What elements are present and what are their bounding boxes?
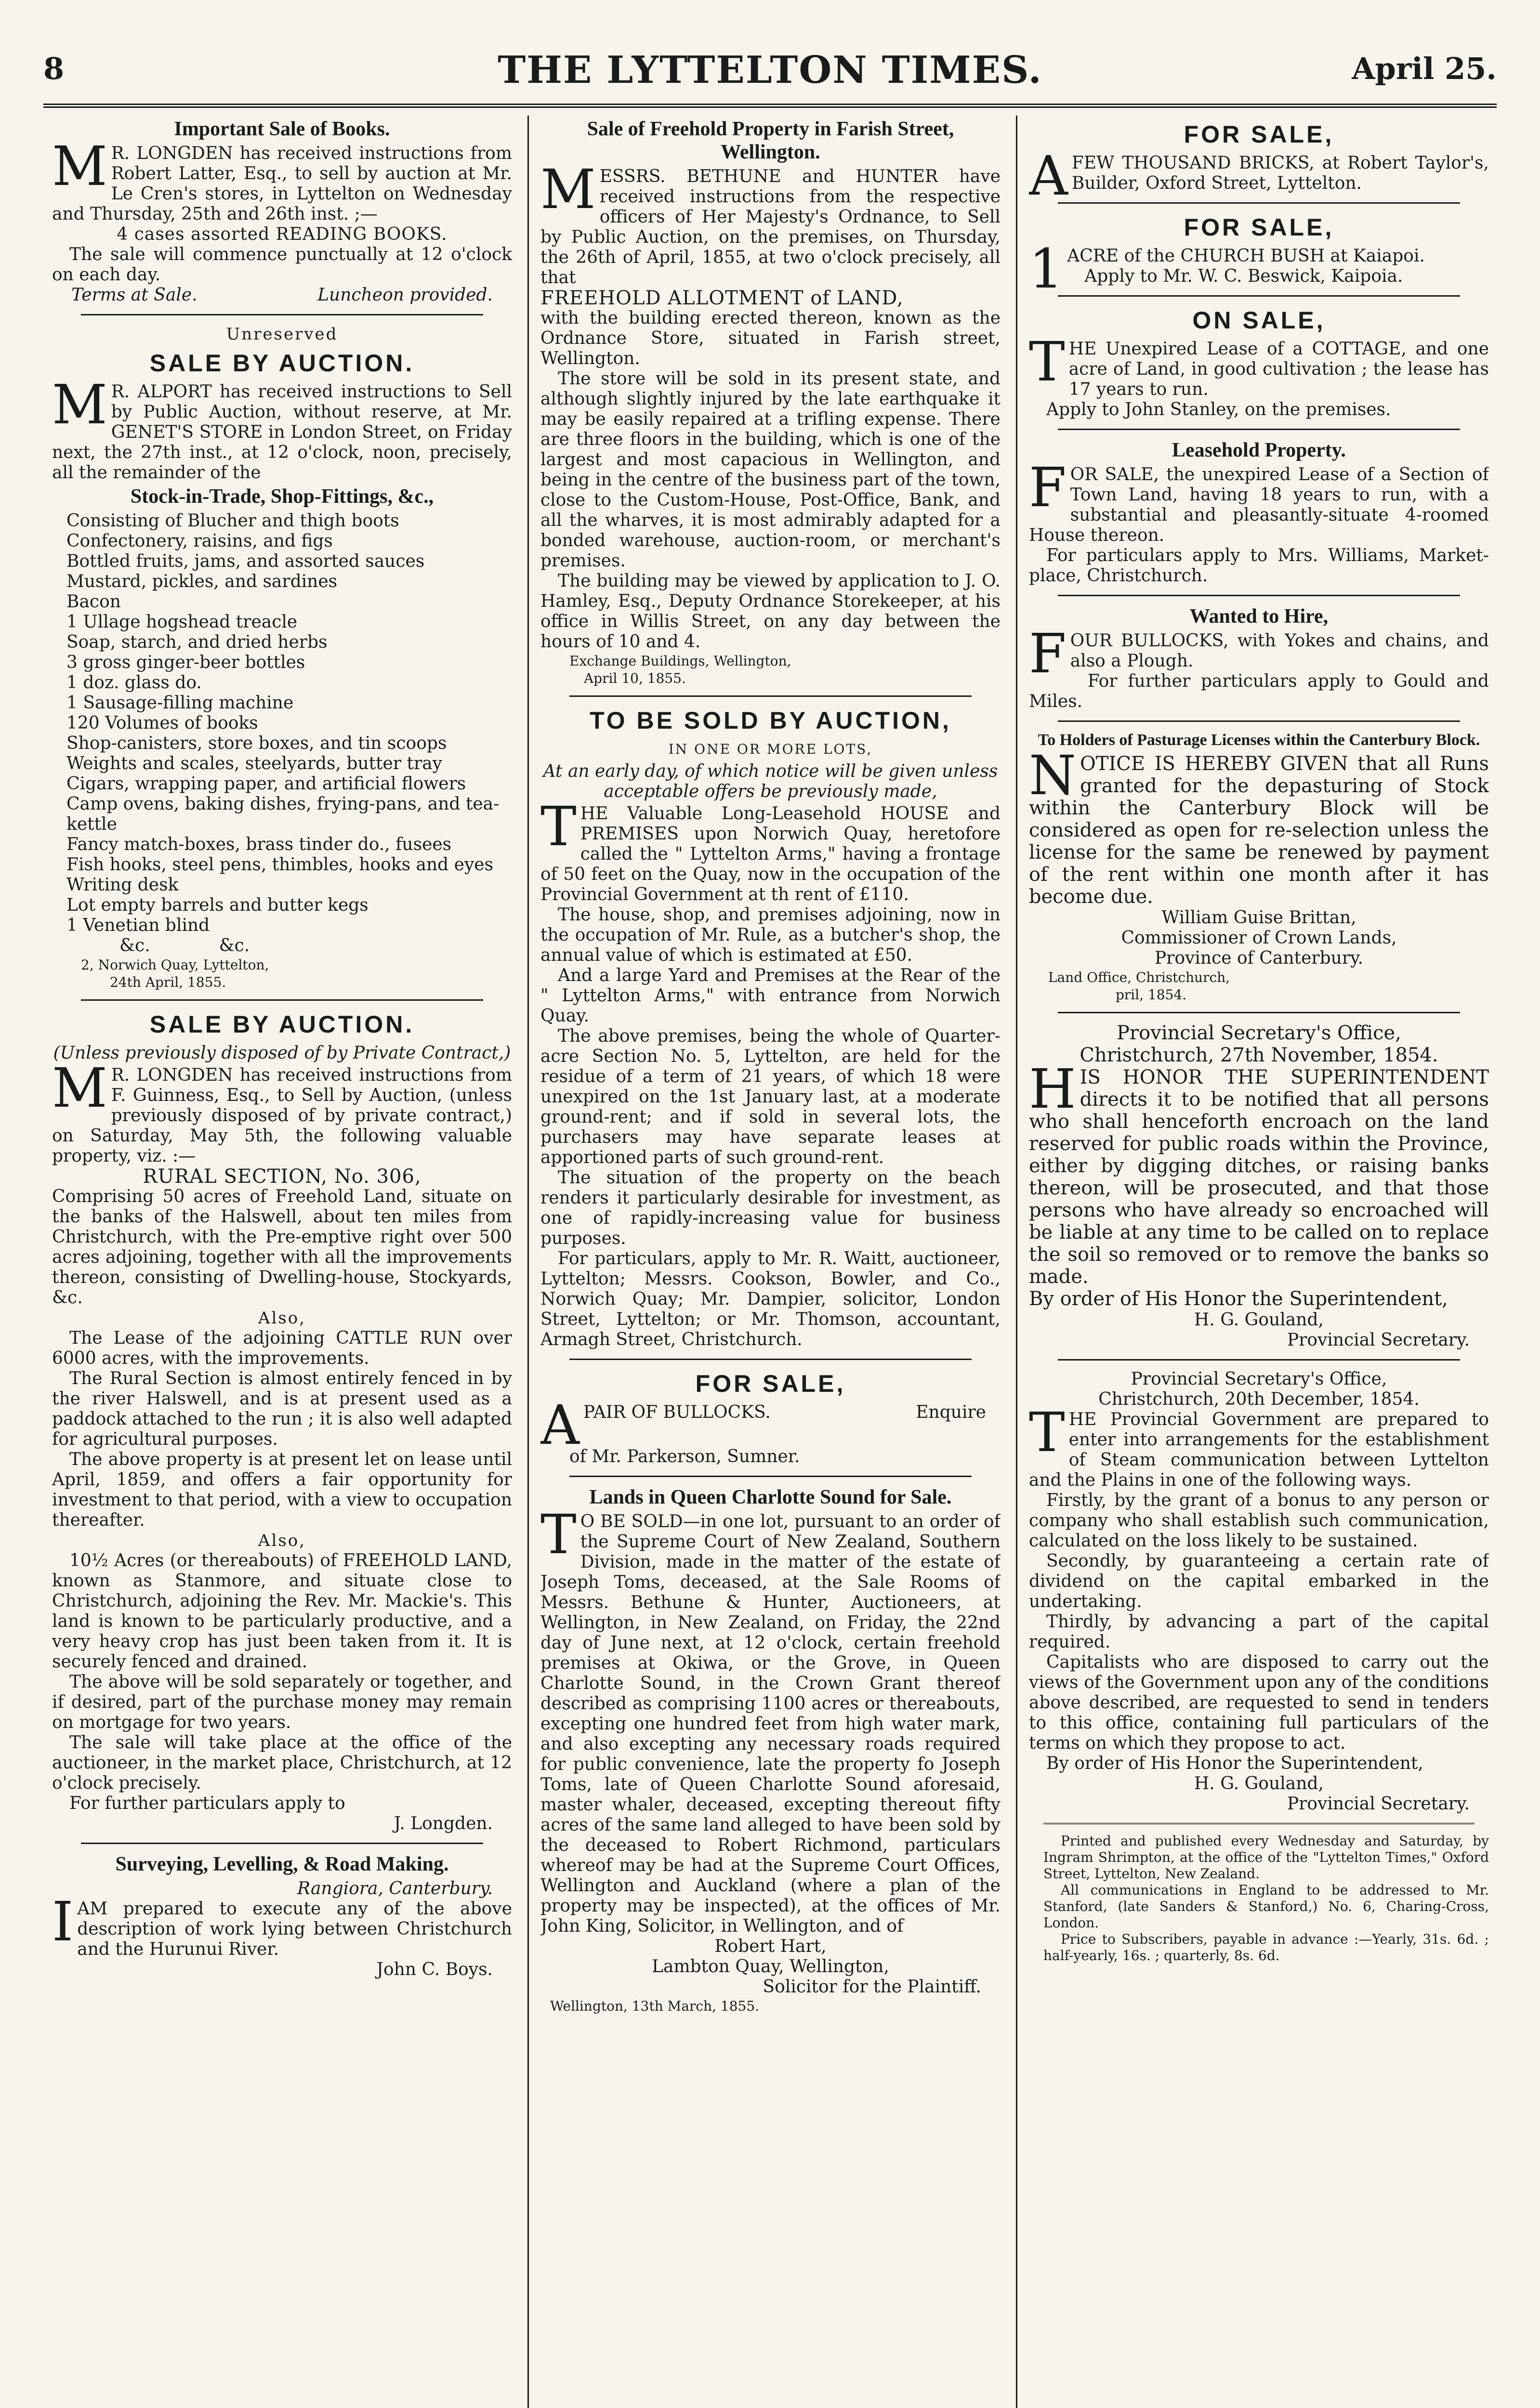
ad-title: ON SALE, [1192,307,1326,334]
ad-signature: Provincial Secretary. [1287,1330,1470,1350]
imprint-printed: Printed and published every Wednesday and Saturday, by Ingram Shrimpton, at the office of the "Lyttelton Times," Oxford Street, Lyttelton, New Zealand. [1043,1833,1489,1882]
ad-item: 4 cases assorted READING BOOKS. [117,224,448,244]
also-text: Also, [258,1309,306,1328]
imprint [1029,1833,1489,1964]
list-item: Camp ovens, baking dishes, frying-pans, and tea-kettle [66,794,500,834]
ad-signature: John C. Boys. [376,1960,493,1979]
list-item: 120 Volumes of books [66,713,258,733]
ad-text: Secondly, by guaranteeing a certain rate of dividend on the capital embarked in the undertaking. [1029,1551,1489,1611]
ad-allotment: FREEHOLD ALLOTMENT of LAND, [540,287,904,309]
ad-title: Lands in Queen Charlotte Sound for Sale. [589,1486,952,1508]
ad-body: MR. LONGDEN has received instructions from Robert Latter, Esq., to sell by auction at Mr. Le Cren's stores, in Lyttelton on Wednesday and Thursday, 25th and 26th inst. ;— [52,135,512,224]
separator [569,1359,972,1360]
ad-church-bush [1029,212,1489,301]
ad-title: SALE BY AUCTION. [149,1011,415,1038]
ad-text: The sale will take place at the office of the auctioneer, in the market place, Christchurch, at 12 o'clock precisely. [52,1733,512,1793]
notice-pasturage [1029,731,1489,1003]
ad-text: The Lease of the adjoining CATTLE RUN over 6000 acres, with the improvements. [52,1328,512,1368]
ad-text: Thirdly, by advancing a part of the capital required. [1029,1612,1489,1652]
masthead [43,48,1497,101]
ad-text: of Mr. Parkerson, Sumner. [569,1447,800,1466]
also-text: Also, [258,1531,306,1550]
ad-date: 24th April, 1855. [110,974,226,990]
ad-bullocks [540,1369,1000,1467]
ad-body: MR. LONGDEN has received instructions from F. Guinness, Esq., to Sell by Auction, (unless previously disposed of by private contract,) on Saturday, May 5th, the following valuable property, viz. :— [52,1057,512,1166]
ad-address: Exchange Buildings, Wellington, [569,653,791,669]
ad-address: 2, Norwich Quay, Lyttelton, [81,957,269,973]
ad-title: FOR SALE, [695,1370,846,1397]
ad-books [52,118,512,305]
list-item: Bottled fruits, jams, and assorted sauces [66,551,425,571]
ad-text: The above property is at present let on lease until April, 1859, and offers a fair opportunity for investment to that period, with a view to occupation thereafter. [52,1450,512,1530]
ad-heading: Stock-in-Trade, Shop-Fittings, &c., [130,485,434,508]
separator [569,695,972,697]
ad-note: At an early day, of which notice will be given unless acceptable offers be previously made, [543,761,998,801]
ad-text: For particulars, apply to Mr. R. Waitt, auctioneer, Lyttelton; Messrs. Cookson, Bowler, and Co., Norwich Quay; Mr. Dampier, solicitor, London Street, Lyttelton; or Mr. Thomson, accountant, Armagh Street, Christchurch. [540,1249,1000,1349]
ad-queen-charlotte [540,1486,1000,2015]
ad-body: APAIR OF BULLOCKS. [540,1394,771,1457]
ad-subtitle: Unreserved [226,325,338,344]
column-3 [1029,116,1489,2408]
ad-signature: Commissioner of Crown Lands, [1121,928,1397,948]
ad-text: The house, shop, and premises adjoining, now in the occupation of Mr. Rule, as a butcher's shop, the annual value of which is estimated at £50. [540,905,1000,965]
ad-title: FOR SALE, [1184,121,1334,148]
ad-title: TO BE SOLD BY AUCTION, [590,707,951,734]
stock-list [52,511,512,956]
ad-signature: Robert Hart, [714,1937,827,1956]
separator [1058,1012,1460,1013]
ad-office: Land Office, Christchurch, [1048,969,1230,985]
column-1 [52,116,512,2408]
ad-office: Provincial Secretary's Office, [1117,1022,1401,1044]
ad-cottage [1029,305,1489,420]
separator [1058,1359,1460,1361]
separator [81,999,483,1001]
ad-body: NOTICE IS HEREBY GIVEN that all Runs granted for the depasturing of Stock within the Canterbury Block will be considered as open for re-selection unless the license for the same be renewed by payment of the rent within one month after it has become due. [1029,745,1489,908]
ad-freehold [540,118,1000,687]
ad-date: Christchurch, 20th December, 1854. [1098,1389,1420,1409]
ad-text: By order of His Honor the Superintendent, [1046,1754,1423,1773]
column-2 [540,116,1000,2408]
ad-text: with the building erected thereon, known as the Ordnance Store, situated in Farish street, Wellington. [540,308,1000,368]
ad-auction-longden [52,1009,512,1834]
ad-wanted-hire [1029,605,1489,712]
column-divider [527,116,529,2408]
ad-body: THE Unexpired Lease of a COTTAGE, and one acre of Land, in good cultivation ; the lease has 17 years to run. [1029,331,1489,399]
list-item: 1 Sausage-filling machine [66,693,294,713]
ad-title: FOR SALE, [1184,214,1334,241]
ad-place: Rangiora, Canterbury. [297,1879,493,1898]
list-item: Lot empty barrels and butter kegs [66,895,369,915]
list-item: Writing desk [66,875,179,895]
ad-text: The above will be sold separately or together, and if desired, part of the purchase money may remain on mortgage for two years. [52,1672,512,1732]
ad-text: Apply to Mr. W. C. Beswick, Kaipoia. [1084,266,1403,286]
ad-text: Capitalists who are disposed to carry out the views of the Government upon any of the conditions above described, are requested to send in tenders to this office, containing full particulars of the terms on which they propose to act. [1029,1652,1489,1753]
ad-text: For further particulars apply to [69,1793,345,1813]
column-divider [1016,116,1017,2408]
ad-signature: William Guise Brittan, [1161,908,1356,928]
ad-signature: J. Longden. [394,1814,493,1833]
ad-text: For particulars apply to Mrs. Williams, Market-place, Christchurch. [1029,546,1489,586]
notice-roads [1029,1022,1489,1350]
ad-date: Wellington, 13th March, 1855. [550,1998,760,2014]
ad-text: Firstly, by the grant of a bonus to any person or company who shall establish such communication, calculated on the loss likely to be sustained. [1029,1491,1489,1551]
ad-text: The sale will commence punctually at 12 o'clock on each day. [52,245,512,285]
ad-section: RURAL SECTION, No. 306, [143,1165,421,1188]
list-item: 1 Venetian blind [66,916,210,935]
ad-title: To Holders of Pasturage Licenses within the Canterbury Block. [1038,731,1480,749]
ad-title: SALE BY AUCTION. [149,350,415,377]
ad-body: IAM prepared to execute any of the above description of work lying between Christchurch and the Hurunui River. [52,1891,512,1959]
list-item: Confectonery, raisins, and figs [66,531,333,551]
terms-text: Terms at Sale. [71,285,197,305]
list-item: Mustard, pickles, and sardines [66,572,338,591]
ad-title: Surveying, Levelling, & Road Making. [115,1853,449,1875]
header-rule [43,104,1497,108]
ad-surveying [52,1853,512,1980]
ad-text: By order of His Honor the Superintendent, [1029,1288,1448,1310]
ad-text: Apply to John Stanley, on the premises. [1046,400,1391,419]
ad-body: TO BE SOLD—in one lot, pursuant to an order of the Supreme Court of New Zealand, Southern Division, made in the matter of the estate of Joseph Toms, deceased, at the Sale Rooms of Messrs. Bethune & Hunter, Auctioneers, at Wellington, in New Zealand, on Friday, the 22nd day of June next, at 12 o'clock, certain freehold premises at Okiwa, or the Grove, in Queen Charlotte Sound, in the Crown Grant thereof described as comprising 1100 acres or thereabouts, excepting one hundred feet from high water mark, and also excepting any necessary roads required for public convenience, late the property fo Joseph Toms, late of Queen Charlotte Sound aforesaid, master whaler, deceased, excepting thereout fifty acres of the same land alleged to have been sold by the deceased to Robert Richmond, particulars whereof may be had at the Supreme Court Offices, Wellington and Auckland (where a plan of the property may be inspected), at the offices of Mr. John King, Solicitor, in Wellington, and of [540,1504,1000,1936]
separator [1058,429,1460,430]
list-item: Soap, starch, and dried herbs [66,632,328,652]
ad-date: Christchurch, 27th November, 1854. [1079,1044,1438,1066]
ad-body: MR. ALPORT has received instructions to Sell by Public Auction, without reserve, at Mr. GENET'S STORE in London Street, on Friday next, the 27th inst., at 12 o'clock, noon, precisely, all the remainder of the [52,374,512,483]
ad-text: For further particulars apply to Gould and Miles. [1029,671,1489,711]
ad-title: Leasehold Property. [1172,439,1346,461]
ad-auction-alport [52,324,512,991]
ad-signature: H. G. Gouland, [1194,1310,1324,1330]
ad-date: April 10, 1855. [584,670,686,686]
ad-date: pril, 1854. [1116,987,1187,1003]
imprint-communications: All communications in England to be addressed to Mr. Stanford, (late Sanders & Stanford,) No. 6, Charing-Cross, London. [1043,1882,1489,1931]
separator [81,1843,483,1844]
ad-text: The above premises, being the whole of Quarter-acre Section No. 5, Lyttelton, are held for the residue of a term of 21 years, of which 18 were unexpired on the 1st January last, at a moderate ground-rent; and if sold in several lots, the purchasers may have separate leases at apportioned parts of such ground-rent. [540,1026,1000,1167]
notice-steam [1029,1369,1489,1814]
ad-title: Important Sale of Books. [174,118,390,140]
ad-lyttelton-arms [540,706,1000,1350]
ad-body: THE Valuable Long-Leasehold HOUSE and PREMISES upon Norwich Quay, heretofore called the " Lyttelton Arms," having a frontage of 50 feet on the Quay, now in the occupation of the Provincial Government at th rent of £110. [540,796,1000,904]
page-number: 8 [43,51,65,86]
ad-body: THE Provincial Government are prepared to enter into arrangements for the establishment of Steam communication between Lyttelton and the Plains in one of the following ways. [1029,1401,1489,1490]
ad-body: HIS HONOR THE SUPERINTENDENT directs it to be notified that all persons who shall henceforth encroach on the land reserved for public roads within the Province, either by digging ditches, or raising banks thereon, will be prosecuted, and that those persons who have already so encroached will be liable at any time to be called on to replace the soil so removed or to remove the banks so made. [1029,1058,1489,1288]
ad-office: Provincial Secretary's Office, [1131,1369,1387,1389]
ad-signature: Provincial Secretary. [1287,1794,1470,1814]
list-item: Shop-canisters, store boxes, and tin scoops [66,733,447,753]
separator [81,314,483,315]
list-item: 3 gross ginger-beer bottles [66,653,305,672]
ad-title: Sale of Freehold Property in Farish Street, Wellington. [587,118,954,163]
list-item: Bacon [66,592,121,612]
separator [1058,595,1460,596]
ad-body: AFEW THOUSAND BRICKS, at Robert Taylor's, Builder, Oxford Street, Lyttelton. [1029,145,1489,208]
ad-leasehold [1029,439,1489,586]
newspaper-title: THE LYTTELTON TIMES. [498,48,1042,92]
ad-signature: Lambton Quay, Wellington, [652,1957,889,1976]
separator [1043,1823,1474,1824]
ad-signature: Solicitor for the Plaintiff. [763,1977,981,1997]
ad-body: FOR SALE, the unexpired Lease of a Section of Town Land, having 18 years to run, with a substantial and pleasantly-situate 4-roomed House thereon. [1029,457,1489,545]
ad-subtitle: IN ONE OR MORE LOTS, [668,741,873,757]
ad-text: The Rural Section is almost entirely fenced in by the river Halswell, and is at present used as a paddock attached to the run ; it is also well adapted for agricultural purposes. [52,1369,512,1449]
ad-text: Comprising 50 acres of Freehold Land, situate on the banks of the Halswell, about ten miles from Christchurch, with the Pre-emptive right over 500 acres adjoining, together with all the improvements thereon, consisting of Dwelling-house, Stockyards, &c. [52,1187,512,1308]
list-item: Cigars, wrapping paper, and artificial flowers [66,774,466,794]
ad-title: Wanted to Hire, [1189,605,1329,628]
list-item: Fish hooks, steel pens, thimbles, hooks and eyes [66,855,494,875]
etc-text: &c. [219,936,250,955]
ad-text: The situation of the property on the beach renders it particularly desirable for investment, as one of rapidly-increasing value for business purposes. [540,1168,1000,1248]
list-item: Fancy match-boxes, brass tinder do., fusees [66,835,452,854]
ad-body: FOUR BULLOCKS, with Yokes and chains, and also a Plough. [1029,623,1489,685]
etc-text: &c. [119,936,150,955]
separator [1058,295,1460,297]
ad-text: The store will be sold in its present state, and although slightly injured by the late earthquake it may be easily repaired at a trifling expense. There are three floors in the building, which is one of the largest and most capacious in Wellington, and being in the centre of the business part of the town, close to the Custom-House, Post-Office, Bank, and all the wharves, it is most admirably adapted for a bonded warehouse, auction-room, or merchant's premises. [540,369,1000,571]
list-item: Weights and scales, steelyards, butter tray [66,754,442,773]
separator [569,1476,972,1477]
ad-text: 10½ Acres (or thereabouts) of FREEHOLD LAND, known as Stanmore, and situate close to Christchurch, adjoining the Rev. Mr. Mackie's. This land is known to be particularly productive, and a very heavy crop has just been taken from it. It is securely fenced and drained. [52,1551,512,1672]
luncheon-text: Luncheon provided. [317,285,493,305]
list-item: 1 Ullage hogshead treacle [66,612,298,632]
issue-date: April 25. [1352,51,1497,86]
ad-signature: Province of Canterbury. [1154,948,1364,968]
separator [1058,720,1460,722]
ad-bricks [1029,119,1489,208]
list-item: Consisting of Blucher and thigh boots [66,511,399,531]
ad-body: MESSRS. BETHUNE and HUNTER have received instructions from the respective officers of Her Majesty's Ordnance, to Sell by Public Auction, on the premises, on Thursday, the 26th of April, 1855, at two o'clock precisely, all that [540,158,1000,288]
ad-body: 1ACRE of the CHURCH BUSH at Kaiapoi. [1029,238,1425,301]
ad-text: The building may be viewed by application to J. O. Hamley, Esq., Deputy Ordnance Storekeeper, at his office in Willis Street, on any day between the hours of 10 and 4. [540,571,1000,652]
separator [1058,202,1460,204]
ad-text: And a large Yard and Premises at the Rear of the " Lyttelton Arms," with entrance from Norwich Quay. [540,966,1000,1026]
imprint-price: Price to Subscribers, payable in advance :—Yearly, 31s. 6d. ; half-yearly, 16s. ; quarterly, 8s. 6d. [1043,1931,1489,1963]
list-item: 1 doz. glass do. [66,673,202,693]
ad-note: (Unless previously disposed of by Private Contract,) [53,1043,511,1063]
enquire-text: Enquire [916,1402,986,1422]
ad-signature: H. G. Gouland, [1194,1774,1324,1793]
